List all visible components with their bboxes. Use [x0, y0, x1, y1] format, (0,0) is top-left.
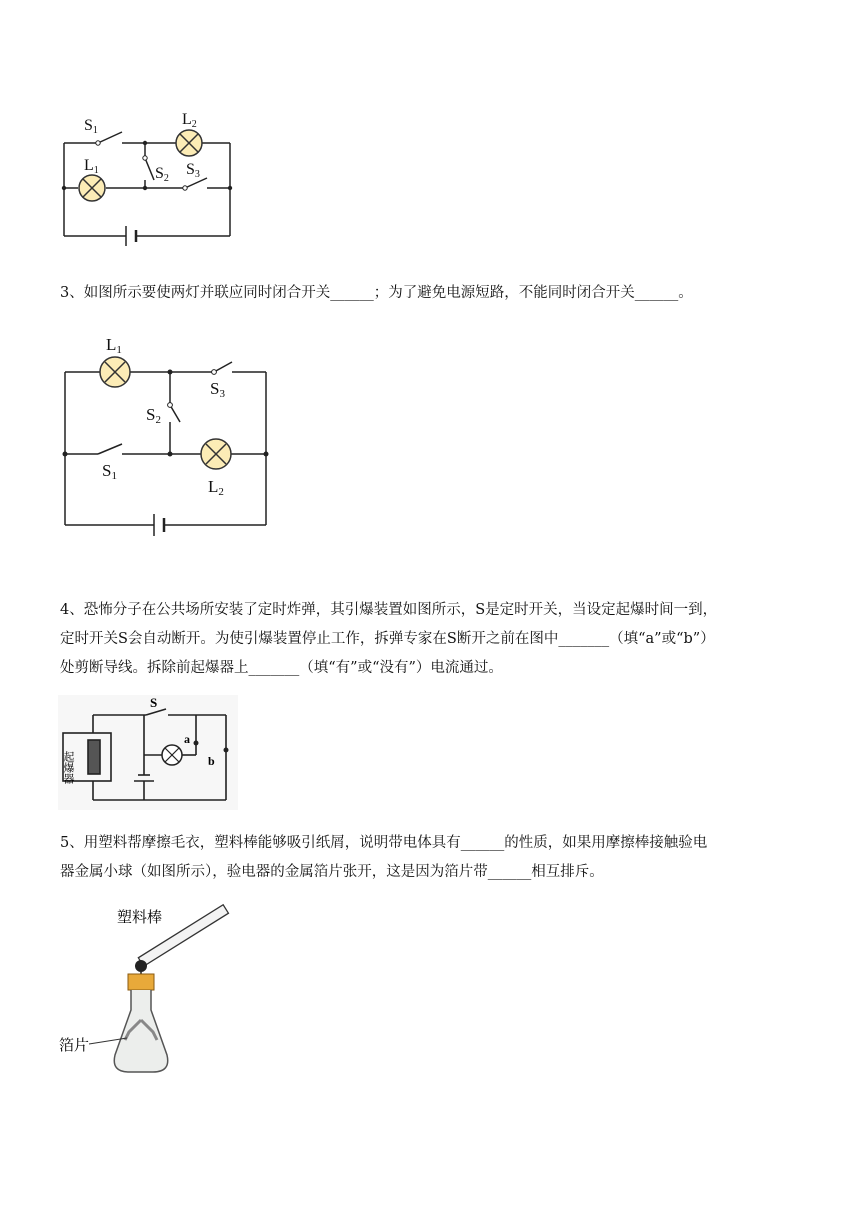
q5-line-1: 5、用塑料帮摩擦毛衣，塑料棒能够吸引纸屑，说明带电体具有______的性质，如果用摩擦棒接触验电	[60, 835, 708, 851]
electroscope-figure	[55, 900, 235, 1085]
label-s3: S3	[186, 161, 200, 180]
label-plastic-rod: 塑料棒	[117, 910, 163, 926]
q4-line-3: 处剪断导线。拆除前起爆器上_______（填“有”或“没有”）电流通过。	[60, 660, 503, 676]
label-s1: S1	[84, 117, 98, 136]
q3-label-s1: S1	[102, 461, 117, 482]
detonator-circuit-figure	[58, 695, 238, 810]
label-detonator: 起爆器	[62, 751, 74, 784]
q3-label-s3: S3	[210, 379, 225, 400]
label-foil: 箔片	[59, 1038, 90, 1054]
label-l1: L1	[84, 157, 99, 176]
label-a: a	[184, 732, 190, 746]
label-s2: S2	[155, 165, 169, 184]
q5-line-2: 器金属小球（如图所示），验电器的金属箔片张开，这是因为箔片带______相互排斥。	[60, 864, 604, 880]
q3-label-s2: S2	[146, 405, 161, 426]
q3-label-l2: L2	[208, 477, 224, 498]
question-5-text	[60, 829, 820, 887]
label-s: S	[150, 695, 158, 710]
q4-line-1: 4、恐怖分子在公共场所安装了定时炸弹，其引爆装置如图所示，S是定时开关，当设定起爆时间一到，	[60, 602, 718, 618]
circuit-figure-1	[40, 100, 260, 250]
question-4-text	[60, 596, 820, 683]
q3-label-l1: L1	[106, 335, 122, 356]
label-b: b	[208, 754, 215, 768]
question-3-text: 3、如图所示要使两灯并联应同时闭合开关______；为了避免电源短路，不能同时闭合开关______。	[60, 285, 693, 301]
label-l2: L2	[182, 111, 197, 130]
q4-line-2: 定时开关S会自动断开。为使引爆装置停止工作，拆弹专家在S断开之前在图中_______（填“a”或“b”）	[60, 631, 715, 647]
circuit-figure-q3	[50, 330, 290, 540]
